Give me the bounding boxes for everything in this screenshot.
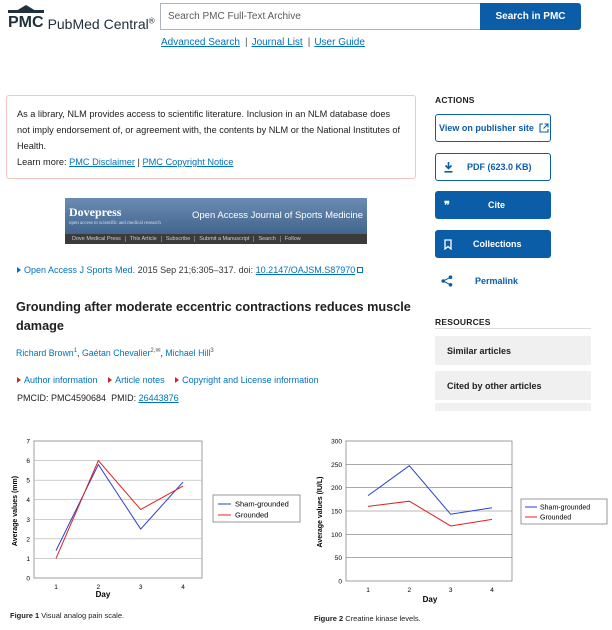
figure-2-caption: Figure 2 Creatine kinase levels. (314, 614, 421, 623)
permalink-button[interactable]: Permalink (441, 275, 518, 287)
x-tick-label: 2 (407, 587, 412, 594)
advanced-search-link[interactable]: Advanced Search (161, 37, 240, 48)
nlm-notice (6, 95, 416, 179)
article-meta-links (17, 375, 327, 385)
author-link[interactable]: Richard Brown (16, 347, 74, 358)
cited-by-accordion[interactable]: Cited by other articles (435, 371, 591, 400)
x-tick-label: 4 (181, 584, 185, 591)
x-axis-label: Day (422, 595, 438, 604)
banner-nav-item[interactable]: This Article (126, 236, 162, 242)
pdf-download-button[interactable]: PDF (623.0 KB) (435, 153, 551, 181)
y-tick-label: 0 (338, 578, 342, 586)
y-tick-label: 3 (26, 516, 30, 524)
banner-nav-item[interactable]: Dove Medical Press (68, 236, 126, 242)
x-tick-label: 2 (96, 584, 101, 591)
y-tick-label: 5 (26, 477, 30, 485)
y-axis-label: Average values (mm) (12, 475, 19, 547)
y-tick-label: 0 (26, 575, 30, 583)
pmc-copyright-link[interactable]: PMC Copyright Notice (142, 157, 234, 167)
legend-label: Sham-grounded (235, 499, 289, 509)
dovepress-logo: Dovepress (69, 205, 122, 219)
author-list: Richard Brown$^1$, Gaétan Chevalier$^{2,✉}$, Michael Hill$^3$ (16, 347, 214, 358)
banner-nav (65, 234, 367, 244)
pmcid: PMCID: PMC4590684 (17, 393, 107, 403)
y-tick-label: 300 (331, 438, 342, 446)
y-tick-label: 150 (331, 508, 342, 516)
search-input[interactable]: Search PMC Full-Text Archive (160, 3, 480, 30)
actions-heading: ACTIONS (435, 95, 475, 105)
resources-heading: RESOURCES (435, 317, 491, 327)
logo-name-text: PubMed Central (47, 16, 149, 32)
dovepress-tagline: open access to scientific and medical research (69, 221, 161, 226)
y-tick-label: 6 (26, 458, 30, 466)
y-tick-label: 250 (331, 461, 342, 469)
x-tick-label: 3 (448, 587, 453, 594)
article-ids: PMCID: PMC4590684 PMID: 26443876 (17, 393, 179, 403)
doi-link[interactable]: 10.2147/OAJSM.S87970 (255, 265, 356, 275)
copyright-license-toggle[interactable]: Copyright and License information (175, 375, 319, 385)
y-tick-label: 50 (334, 555, 342, 563)
expand-triangle-icon (108, 377, 112, 383)
search-links (161, 37, 368, 48)
author-link[interactable]: Michael Hill (165, 347, 211, 358)
user-guide-link[interactable]: User Guide (314, 37, 365, 48)
citation-line (17, 265, 363, 275)
logo-reg-mark: ® (148, 16, 155, 26)
logo-pmc-text: PMC (8, 10, 44, 32)
notice-text: As a library, NLM provides access to scientific literature. Inclusion in an NLM database does not imply endorsement of, or agreement with, the contents by NLM or the National Institutes of Health. (17, 109, 401, 151)
author-affiliation: 3 (210, 348, 214, 354)
pmid-link[interactable]: 26443876 (138, 393, 179, 403)
author-information-toggle[interactable]: Author information (17, 375, 98, 385)
banner-nav-item[interactable]: Follow (284, 236, 301, 242)
legend-label: Sham-grounded (540, 504, 591, 512)
pmc-logo[interactable] (8, 6, 155, 32)
search-button[interactable]: Search in PMC (480, 3, 581, 30)
legend-label: Grounded (235, 510, 269, 520)
expand-triangle-icon (17, 267, 21, 273)
y-tick-label: 4 (26, 497, 30, 505)
article-notes-toggle[interactable]: Article notes (108, 375, 165, 385)
banner-journal-name: Open Access Journal of Sports Medicine (192, 210, 364, 221)
cite-button[interactable]: ❞ Cite (435, 191, 551, 219)
external-link-icon (539, 123, 549, 133)
y-tick-label: 7 (26, 438, 30, 446)
citation-details: 2015 Sep 21;6:305–317. doi: (135, 265, 256, 275)
y-tick-label: 200 (331, 485, 342, 493)
x-tick-label: 1 (54, 584, 58, 591)
author-affiliation: 1 (73, 348, 78, 354)
figure-1-chart (6, 434, 306, 604)
journal-link[interactable]: Open Access J Sports Med. (24, 265, 136, 275)
download-icon (444, 162, 453, 173)
banner-nav-item[interactable]: Submit a Manuscript (195, 236, 254, 242)
y-axis-label: Average values (IU/L) (317, 476, 324, 548)
share-icon (441, 275, 453, 287)
bookmark-icon (444, 239, 452, 250)
banner-nav-item[interactable]: Search (254, 236, 280, 242)
expand-triangle-icon (175, 377, 179, 383)
figure-1-caption: Figure 1 Visual analog pain scale. (10, 611, 125, 620)
legend-label: Grounded (540, 514, 572, 522)
divider (435, 328, 591, 329)
x-axis-label: Day (95, 590, 111, 599)
banner-nav-item[interactable]: Subscribe (162, 236, 195, 242)
y-tick-label: 100 (331, 531, 342, 539)
x-tick-label: 4 (490, 587, 494, 594)
author-link[interactable]: Gaétan Chevalier (81, 347, 151, 358)
notice-learn-more: Learn more: PMC Disclaimer | PMC Copyright Notice (17, 157, 234, 167)
resources-more[interactable] (435, 403, 591, 411)
x-tick-label: 1 (366, 587, 370, 594)
figure-2-chart (310, 434, 610, 606)
journal-banner[interactable] (65, 198, 367, 244)
journal-list-link[interactable]: Journal List (251, 37, 303, 48)
collections-button[interactable]: Collections (435, 230, 551, 258)
view-on-publisher-button[interactable]: View on publisher site (435, 114, 551, 142)
external-link-icon (357, 267, 363, 273)
pmc-disclaimer-link[interactable]: PMC Disclaimer (69, 157, 135, 167)
quote-icon: ❞ (444, 199, 450, 212)
y-tick-label: 1 (26, 555, 30, 563)
article-title: Grounding after moderate eccentric contractions reduces muscle damage (16, 300, 411, 333)
author-affiliation: 2,✉ (150, 348, 161, 354)
plot-area (34, 441, 202, 578)
y-tick-label: 2 (26, 536, 30, 544)
x-tick-label: 3 (138, 584, 143, 591)
link-separator: | (244, 37, 248, 48)
link-separator: | (307, 37, 311, 48)
expand-triangle-icon (17, 377, 21, 383)
similar-articles-accordion[interactable]: Similar articles (435, 336, 591, 365)
